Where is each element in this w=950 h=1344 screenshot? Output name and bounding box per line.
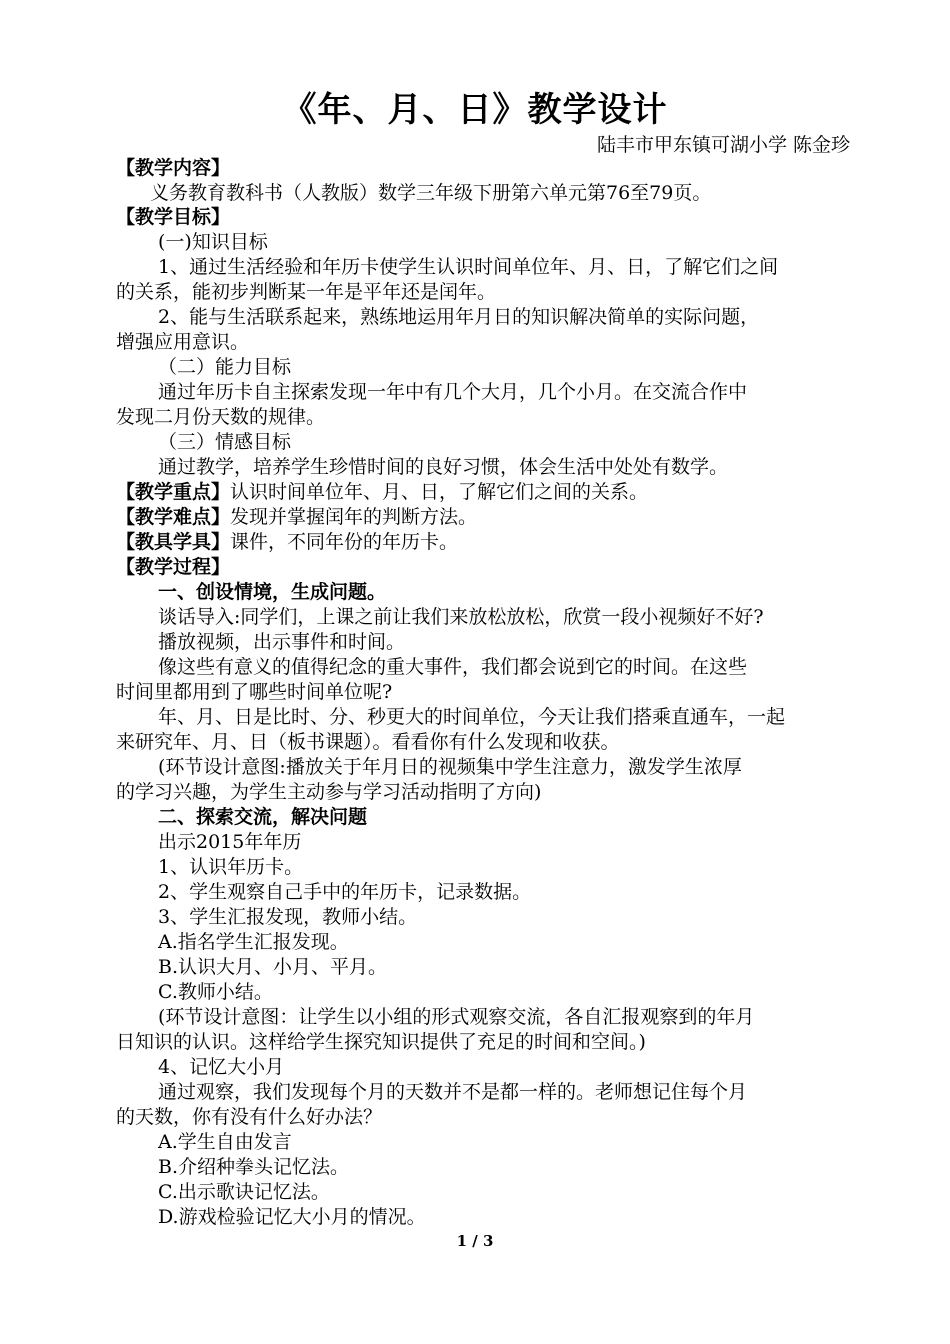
paragraph: 日知识的认识。这样给学生探究知识提供了充足的时间和空间。) bbox=[116, 1031, 646, 1053]
paragraph: 通过教学，培养学生珍惜时间的良好习惯，体会生活中处处有数学。 bbox=[158, 456, 729, 478]
paragraph: 的学习兴趣，为学生主动参与学习活动指明了方向) bbox=[116, 781, 542, 803]
tools-label: 【教具学具】 bbox=[116, 531, 231, 553]
list-item: A.学生自由发言 bbox=[158, 1131, 292, 1153]
step-heading-2: 二、探索交流，解决问题 bbox=[158, 806, 368, 828]
paragraph: 时间里都用到了哪些时间单位呢? bbox=[116, 681, 393, 703]
list-item: 2、学生观察自己手中的年历卡，记录数据。 bbox=[158, 881, 532, 903]
difficulty-label: 【教学难点】 bbox=[116, 506, 231, 528]
step-heading-1: 一、创设情境，生成问题。 bbox=[158, 581, 387, 603]
paragraph: 通过年历卡自主探索发现一年中有几个大月，几个小月。在交流合作中 bbox=[158, 381, 748, 403]
document-title: 《年、月、日》教学设计 bbox=[282, 90, 668, 130]
list-item: B.介绍种拳头记忆法。 bbox=[158, 1156, 350, 1178]
subheading-ability: （二）能力目标 bbox=[158, 356, 292, 378]
paragraph: 谈话导入:同学们，上课之前让我们来放松放松，欣赏一段小视频好不好? bbox=[158, 606, 764, 628]
list-item: B.认识大月、小月、平月。 bbox=[158, 956, 388, 978]
paragraph: 出示2015年年历 bbox=[158, 831, 302, 853]
difficulty-line bbox=[116, 505, 856, 529]
list-item: 3、学生汇报发现，教师小结。 bbox=[158, 906, 418, 928]
list-item: 4、记忆大小月 bbox=[158, 1056, 285, 1078]
paragraph: 播放视频，出示事件和时间。 bbox=[158, 631, 406, 653]
paragraph: 通过观察，我们发现每个月的天数并不是都一样的。老师想记住每个月 bbox=[158, 1081, 748, 1103]
paragraph: 来研究年、月、日（板书课题）。看看你有什么发现和收获。 bbox=[116, 731, 620, 753]
paragraph: 2、能与生活联系起来，熟练地运用年月日的知识解决简单的实际问题， bbox=[158, 306, 760, 328]
author-line: 陆丰市甲东镇可湖小学 陈金珍 bbox=[596, 134, 850, 156]
list-item: A.指名学生汇报发现。 bbox=[158, 931, 349, 953]
paragraph: 1、通过生活经验和年历卡使学生认识时间单位年、月、日，了解它们之间 bbox=[158, 256, 779, 278]
tools-line bbox=[116, 530, 856, 554]
list-item: C.教师小结。 bbox=[158, 981, 273, 1003]
subheading-emotion: （三）情感目标 bbox=[158, 431, 292, 453]
list-item: D.游戏检验记忆大小月的情况。 bbox=[158, 1206, 426, 1228]
tools-text: 课件，不同年份的年历卡。 bbox=[230, 531, 459, 553]
paragraph: 的天数，你有没有什么好办法？ bbox=[116, 1106, 383, 1128]
paragraph: 增强应用意识。 bbox=[116, 331, 250, 353]
paragraph: 发现二月份天数的规律。 bbox=[116, 406, 326, 428]
section-heading-objectives: 【教学目标】 bbox=[116, 206, 231, 228]
subheading-knowledge: (一)知识目标 bbox=[158, 231, 268, 253]
paragraph: (环节设计意图:播放关于年月日的视频集中学生注意力，激发学生浓厚 bbox=[158, 756, 742, 778]
key-point-label: 【教学重点】 bbox=[116, 481, 231, 503]
section-heading-content: 【教学内容】 bbox=[116, 157, 231, 179]
difficulty-text: 发现并掌握闰年的判断方法。 bbox=[230, 506, 478, 528]
key-point-line bbox=[116, 480, 856, 504]
list-item: 1、认识年历卡。 bbox=[158, 856, 304, 878]
paragraph: 像这些有意义的值得纪念的重大事件，我们都会说到它的时间。在这些 bbox=[158, 656, 748, 678]
paragraph: 年、月、日是比时、分、秒更大的时间单位，今天让我们搭乘直通车，一起 bbox=[158, 706, 786, 728]
section-heading-process: 【教学过程】 bbox=[116, 556, 231, 578]
paragraph: (环节设计意图：让学生以小组的形式观察交流，各自汇报观察到的年月 bbox=[158, 1006, 755, 1028]
key-point-text: 认识时间单位年、月、日，了解它们之间的关系。 bbox=[230, 481, 649, 503]
paragraph: 的关系，能初步判断某一年是平年还是闰年。 bbox=[116, 281, 497, 303]
page-number: 1 / 3 bbox=[456, 1232, 494, 1250]
paragraph: 义务教育教科书（人教版）数学三年级下册第六单元第76至79页。 bbox=[150, 182, 712, 204]
list-item: C.出示歌诀记忆法。 bbox=[158, 1181, 330, 1203]
